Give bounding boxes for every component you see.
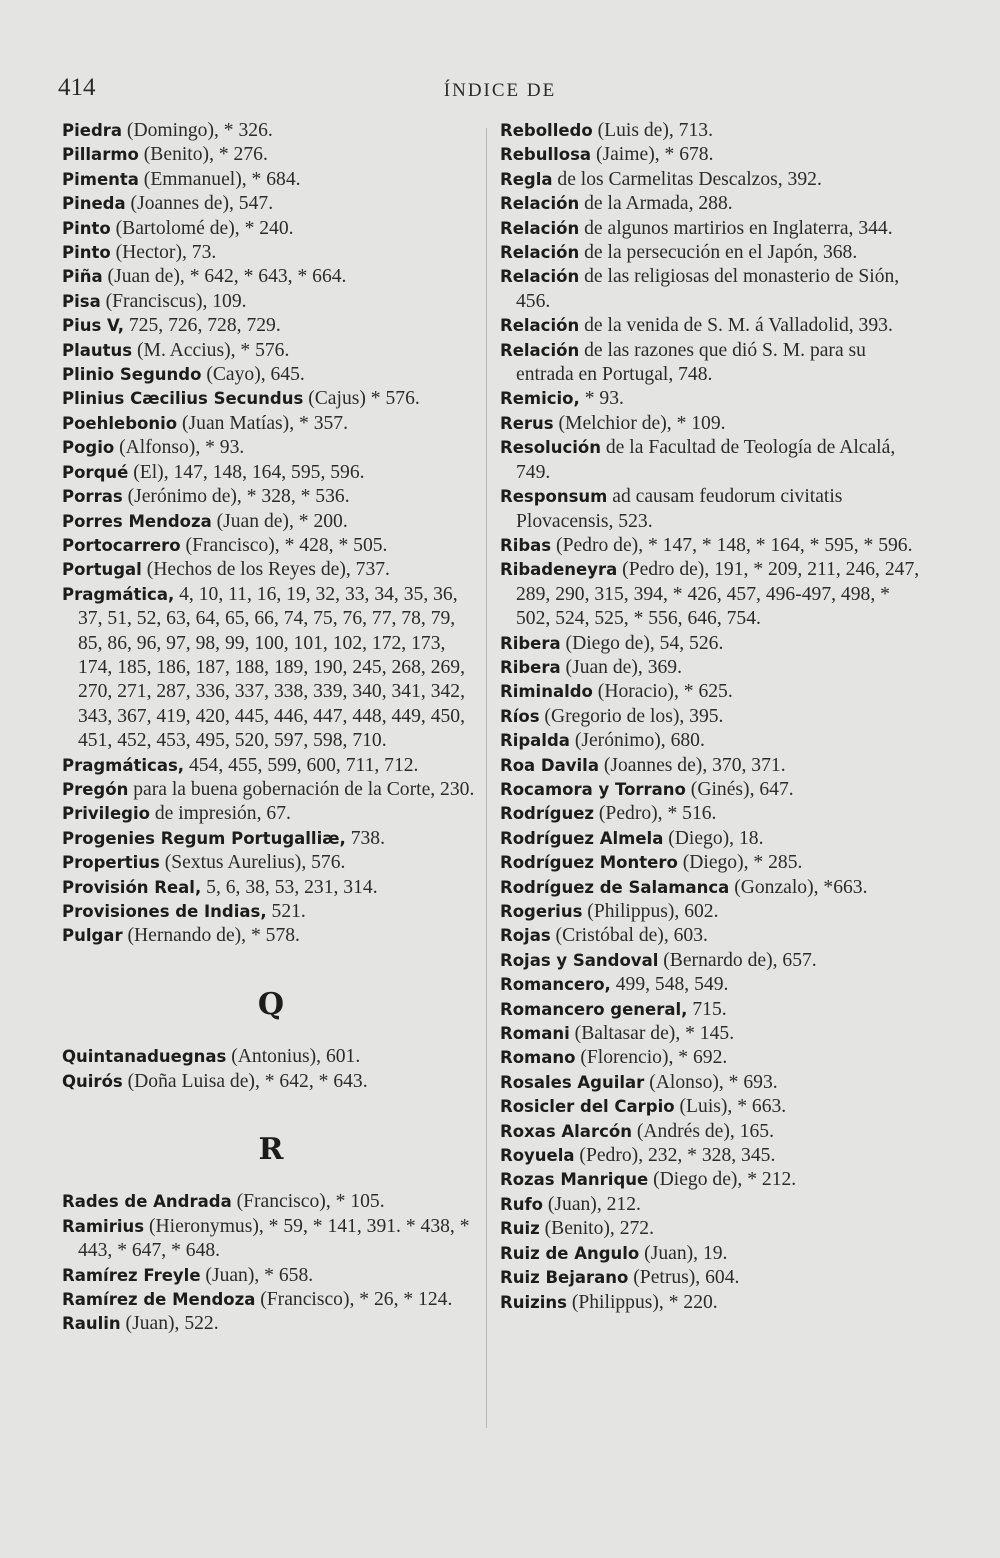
entry-references: (Antonius), 601.	[226, 1046, 361, 1068]
index-entry	[500, 1217, 920, 1241]
entry-references: 715.	[687, 998, 727, 1020]
index-entry	[500, 1071, 920, 1095]
entry-references: (Jerónimo de), * 328, * 536.	[122, 486, 350, 508]
entry-references: (Juan de), 369.	[560, 656, 682, 678]
index-entry	[62, 485, 480, 509]
index-entry	[62, 534, 480, 558]
index-entry	[62, 217, 480, 241]
entry-headword: Rodríguez Almela	[500, 828, 664, 848]
entry-headword: Pragmáticas,	[62, 755, 185, 775]
entry-headword: Ribadeneyra	[500, 560, 618, 580]
entry-references: (Bernardo de), 657.	[658, 949, 817, 971]
entry-references: 725, 726, 728, 729.	[123, 315, 281, 337]
entry-headword: Rosicler del Carpio	[500, 1097, 675, 1117]
entry-references: (Pedro), * 516.	[594, 803, 717, 825]
entry-references: (Philippus), 602.	[582, 901, 719, 922]
entry-references: (Hechos de los Reyes de), 737.	[141, 559, 390, 581]
entry-references: (Florencio), * 692.	[575, 1047, 728, 1069]
entry-headword: Plinio Segundo	[62, 365, 202, 385]
entry-headword: Portocarrero	[62, 535, 181, 555]
entry-headword: Portugal	[62, 560, 142, 580]
entry-headword: Porras	[62, 487, 123, 507]
index-entries-q	[62, 1045, 480, 1094]
entry-headword: Romancero,	[500, 975, 611, 995]
entry-headword: Relación	[500, 194, 580, 214]
entry-headword: Provisión Real,	[62, 877, 202, 897]
entry-references: 521.	[266, 901, 306, 922]
index-entry	[500, 265, 920, 314]
index-entry	[500, 998, 920, 1022]
entry-references: (El), 147, 148, 164, 595, 596.	[128, 461, 365, 483]
entry-references: (Andrés de), 165.	[631, 1120, 774, 1142]
entry-references: (Petrus), 604.	[628, 1267, 740, 1289]
entry-references: (Juan de), * 642, * 643, * 664.	[102, 266, 347, 288]
entry-headword: Roxas Alarcón	[500, 1121, 632, 1141]
index-entry	[62, 1312, 480, 1336]
entry-headword: Rojas	[500, 926, 551, 946]
entry-references: (Cristóbal de), 603.	[550, 925, 708, 947]
entry-headword: Ripalda	[500, 731, 570, 751]
index-entries-p	[62, 119, 480, 949]
entry-headword: Propertius	[62, 853, 160, 873]
entry-headword: Ramírez Freyle	[62, 1265, 201, 1285]
index-entry	[500, 339, 920, 388]
index-entry	[62, 754, 480, 778]
index-entry	[500, 1095, 920, 1119]
entry-headword: Regla	[500, 169, 553, 189]
index-entry	[500, 217, 920, 241]
index-entry	[500, 485, 920, 534]
index-entries-r	[62, 1190, 480, 1336]
index-entry	[500, 1291, 920, 1315]
entry-references: (Horacio), * 625.	[592, 681, 733, 703]
entry-headword: Pius V,	[62, 316, 124, 336]
entry-headword: Rodríguez	[500, 804, 594, 824]
index-entry	[500, 1144, 920, 1168]
entry-headword: Rerus	[500, 413, 554, 433]
entry-headword: Pragmática,	[62, 584, 175, 604]
entry-references: (Juan de), * 200.	[211, 510, 348, 532]
entry-headword: Plautus	[62, 340, 133, 360]
entry-headword: Ramírez de Mendoza	[62, 1290, 256, 1310]
running-title: ÍNDICE DE	[443, 80, 557, 101]
entry-headword: Pimenta	[62, 169, 139, 189]
entry-headword: Relación	[500, 218, 580, 238]
entry-headword: Relación	[500, 340, 580, 360]
index-entry	[62, 339, 480, 363]
index-entry	[500, 680, 920, 704]
entry-headword: Rogerius	[500, 902, 583, 921]
index-entry	[62, 1215, 480, 1264]
index-entry	[62, 461, 480, 485]
index-entry	[62, 314, 480, 338]
entry-references: (Francisco), * 428, * 505.	[180, 534, 388, 556]
index-entry	[500, 876, 920, 900]
index-entry	[500, 1046, 920, 1070]
entry-references: (Hernando de), * 578.	[122, 925, 300, 947]
entry-references: (Joannes de), 370, 371.	[598, 754, 786, 776]
entry-references: (Joannes de), 547.	[125, 193, 274, 215]
entry-references: 499, 548, 549.	[610, 974, 729, 996]
section-letter-r: R	[258, 1132, 284, 1168]
entry-headword: Provisiones de Indias,	[62, 902, 267, 921]
entry-headword: Royuela	[500, 1146, 575, 1166]
index-entry	[500, 1266, 920, 1290]
entry-references: de impresión, 67.	[149, 803, 291, 825]
entry-references: (Juan), * 658.	[200, 1264, 314, 1286]
index-entry	[500, 656, 920, 680]
entry-references: 4, 10, 11, 16, 19, 32, 33, 34, 35, 36, 37, 51, 52, 63, 64, 65, 66, 74, 75, 76, 77, 78, 79, 85, 86, 96, 97, 98, 99, 100, 101, 102, 172, 173, 174, 185, 186, 187, 188, 189, 190, 245, 268, 269, 270, 271, 287, 336, 337, 338, 339, 340, 341, 342, 343, 367, 419, 420, 445, 446, 447, 448, 449, 450, 451, 452, 453, 495, 520, 597, 598, 710.	[78, 583, 465, 752]
entry-references: (Luis de), 713.	[592, 120, 713, 141]
entry-headword: Pinto	[62, 218, 111, 238]
index-entry	[62, 827, 480, 851]
entry-references: (Juan), 212.	[542, 1193, 641, 1215]
entry-headword: Rebullosa	[500, 145, 592, 165]
index-entry	[62, 265, 480, 289]
entry-references: (Juan), 19.	[639, 1242, 728, 1264]
entry-references: (Bartolomé de), * 240.	[110, 217, 294, 239]
index-entry	[500, 192, 920, 216]
index-entry	[62, 924, 480, 948]
entry-references: (Juan), 522.	[120, 1313, 219, 1335]
entry-references: (Doña Luisa de), * 642, * 643.	[122, 1070, 368, 1092]
index-entry	[62, 1288, 480, 1312]
entry-headword: Pinto	[62, 243, 111, 263]
column-divider	[486, 128, 487, 1428]
entry-headword: Rebolledo	[500, 121, 593, 140]
entry-headword: Ribas	[500, 535, 552, 555]
index-entry	[62, 241, 480, 265]
entry-references: (Franciscus), 109.	[100, 290, 247, 312]
index-entry	[62, 876, 480, 900]
entry-headword: Ruizins	[500, 1292, 567, 1312]
index-entry	[62, 387, 480, 411]
entry-references: (Pedro), 232, * 328, 345.	[574, 1145, 776, 1167]
entry-headword: Ruiz	[500, 1219, 540, 1239]
entry-references: (Juan Matías), * 357.	[177, 412, 348, 434]
index-entry	[500, 632, 920, 656]
entry-headword: Pogio	[62, 438, 115, 458]
index-entry	[62, 1070, 480, 1094]
entry-references: para la buena gobernación de la Corte, 230.	[128, 778, 475, 800]
entry-headword: Rojas y Sandoval	[500, 950, 659, 970]
index-entry	[500, 851, 920, 875]
index-entry	[62, 119, 480, 143]
entry-references: 454, 455, 599, 600, 711, 712.	[184, 754, 419, 776]
entry-headword: Ruiz de Angulo	[500, 1243, 640, 1263]
entry-references: (Baltasar de), * 145.	[569, 1023, 735, 1045]
entry-headword: Progenies Regum Portugalliæ,	[62, 828, 346, 848]
index-entry	[500, 387, 920, 411]
index-entry	[500, 412, 920, 436]
entry-headword: Ríos	[500, 706, 540, 726]
entry-references: (Ginés), 647.	[685, 778, 794, 800]
entry-headword: Plinius Cæcilius Secundus	[62, 389, 304, 409]
index-entry	[62, 192, 480, 216]
index-entry	[500, 436, 920, 485]
entry-headword: Ribera	[500, 657, 561, 677]
entry-references: (Jaime), * 678.	[591, 144, 714, 166]
index-entry	[500, 241, 920, 265]
entry-headword: Remicio,	[500, 389, 580, 409]
entry-headword: Piña	[62, 267, 103, 287]
entry-references: (Luis), * 663.	[674, 1096, 787, 1118]
index-entry	[500, 168, 920, 192]
entry-headword: Pregón	[62, 779, 129, 799]
right-index-column	[500, 119, 920, 1315]
page-number: 414	[58, 74, 96, 101]
entry-references: 738.	[345, 827, 385, 849]
index-entry	[500, 827, 920, 851]
entry-references: de los Carmelitas Descalzos, 392.	[552, 168, 822, 190]
index-entry	[500, 558, 920, 631]
entry-headword: Pineda	[62, 194, 126, 214]
entry-references: de la venida de S. M. á Valladolid, 393.	[579, 315, 893, 337]
entry-references: (Emmanuel), * 684.	[138, 168, 301, 190]
entry-headword: Resolución	[500, 438, 601, 458]
entry-headword: Relación	[500, 316, 580, 336]
section-letter-q: Q	[257, 986, 285, 1022]
entry-headword: Porqué	[62, 462, 129, 482]
entry-references: de las razones que dió S. M. para su entrada en Portugal, 748.	[516, 339, 866, 386]
entry-headword: Rufo	[500, 1194, 543, 1214]
index-entry	[500, 119, 920, 143]
entry-references: (Benito), 272.	[539, 1218, 654, 1240]
entry-headword: Rodríguez Montero	[500, 853, 678, 873]
entry-references: (Alonso), * 693.	[644, 1071, 778, 1093]
index-entry	[500, 1022, 920, 1046]
entry-references: (Melchior de), * 109.	[553, 412, 726, 434]
index-entry	[62, 1045, 480, 1069]
entry-references: (Diego de), * 212.	[648, 1169, 797, 1191]
entry-references: (Gregorio de los), 395.	[539, 705, 724, 727]
entry-references: (Cajus) * 576.	[303, 388, 420, 410]
entry-references: (M. Accius), * 576.	[132, 339, 290, 361]
entry-references: (Francisco), * 26, * 124.	[255, 1289, 453, 1311]
index-entry	[62, 436, 480, 460]
entry-headword: Porres Mendoza	[62, 511, 212, 531]
index-entry	[500, 924, 920, 948]
entry-headword: Raulin	[62, 1314, 121, 1334]
index-entry	[500, 314, 920, 338]
index-entry	[500, 1168, 920, 1192]
index-entry	[62, 363, 480, 387]
entry-headword: Relación	[500, 267, 580, 287]
index-entry	[500, 705, 920, 729]
index-entry	[62, 412, 480, 436]
entry-headword: Piedra	[62, 121, 123, 140]
index-entry	[500, 949, 920, 973]
index-entry	[62, 1264, 480, 1288]
index-entry	[500, 1242, 920, 1266]
entry-references: (Alfonso), * 93.	[114, 437, 245, 459]
entry-references: (Hieronymus), * 59, * 141, 391. * 438, * 443, * 647, * 648.	[78, 1215, 470, 1262]
entry-headword: Relación	[500, 243, 580, 263]
entry-headword: Romancero general,	[500, 999, 688, 1019]
index-entry	[62, 851, 480, 875]
left-index-column	[62, 119, 480, 1337]
entry-headword: Rozas Manrique	[500, 1170, 649, 1190]
entry-references: de la Armada, 288.	[579, 193, 733, 215]
entry-references: (Pedro de), 191, * 209, 211, 246, 247, 289, 290, 315, 394, * 426, 457, 496-497, 498, * 502, 524, 525, * 556, 646, 754.	[516, 559, 920, 630]
entry-references: * 93.	[579, 388, 624, 410]
index-entry	[500, 143, 920, 167]
entry-references: (Cayo), 645.	[201, 364, 305, 386]
index-entry	[62, 558, 480, 582]
index-entry	[62, 290, 480, 314]
index-entry	[500, 754, 920, 778]
index-entry	[62, 1190, 480, 1214]
entry-references: (Jerónimo), 680.	[569, 730, 705, 752]
index-entry	[62, 510, 480, 534]
entry-headword: Ribera	[500, 633, 561, 653]
index-entry	[500, 1120, 920, 1144]
index-entry	[500, 973, 920, 997]
entry-references: (Pedro de), * 147, * 148, * 164, * 595, * 596.	[551, 534, 913, 556]
entry-headword: Romani	[500, 1024, 570, 1044]
entry-headword: Quirós	[62, 1071, 123, 1091]
entry-headword: Responsum	[500, 487, 608, 507]
entry-references: (Hector), 73.	[110, 242, 217, 264]
index-entry	[500, 778, 920, 802]
index-entry	[500, 534, 920, 558]
entry-headword: Ramirius	[62, 1216, 145, 1236]
entry-headword: Rades de Andrada	[62, 1192, 232, 1212]
entry-references: ad causam feudorum civitatis Plovacensis, 523.	[516, 486, 843, 532]
entry-headword: Pulgar	[62, 926, 123, 946]
index-entry	[62, 778, 480, 802]
entry-references: (Diego), * 285.	[677, 852, 803, 874]
entry-headword: Ruiz Bejarano	[500, 1268, 629, 1288]
entry-references: (Francisco), * 105.	[231, 1191, 385, 1213]
index-entry	[62, 143, 480, 167]
entry-references: (Benito), * 276.	[138, 144, 268, 166]
index-entry	[62, 802, 480, 826]
entry-references: de la Facultad de Teología de Alcalá, 749.	[516, 437, 896, 483]
entry-references: de la persecución en el Japón, 368.	[579, 242, 858, 264]
entry-headword: Rosales Aguilar	[500, 1072, 645, 1092]
index-entry	[500, 802, 920, 826]
entry-headword: Rocamora y Torrano	[500, 779, 686, 799]
index-entry	[500, 729, 920, 753]
entry-references: de las religiosas del monasterio de Sión, 456.	[516, 266, 900, 312]
index-entries-r-continued	[500, 119, 920, 1315]
index-entry	[62, 168, 480, 192]
entry-headword: Pisa	[62, 291, 101, 311]
entry-references: 5, 6, 38, 53, 231, 314.	[201, 876, 378, 898]
entry-headword: Poehlebonio	[62, 413, 178, 433]
entry-references: (Domingo), * 326.	[122, 120, 273, 141]
entry-references: (Diego), 18.	[663, 827, 764, 849]
entry-references: (Gonzalo), *663.	[729, 876, 868, 898]
entry-references: de algunos martirios en Inglaterra, 344.	[579, 217, 893, 239]
entry-headword: Pillarmo	[62, 145, 139, 165]
index-entry	[62, 900, 480, 924]
index-entry	[62, 583, 480, 754]
entry-headword: Privilegio	[62, 804, 150, 824]
entry-references: (Sextus Aurelius), 576.	[159, 852, 346, 874]
entry-headword: Roa Davila	[500, 755, 599, 775]
entry-headword: Rodríguez de Salamanca	[500, 877, 730, 897]
index-entry	[500, 900, 920, 924]
entry-references: (Diego de), 54, 526.	[560, 632, 724, 654]
entry-headword: Riminaldo	[500, 682, 593, 702]
index-entry	[500, 1193, 920, 1217]
entry-headword: Quintanaduegnas	[62, 1047, 227, 1067]
entry-references: (Philippus), * 220.	[566, 1291, 718, 1313]
entry-headword: Romano	[500, 1048, 576, 1068]
